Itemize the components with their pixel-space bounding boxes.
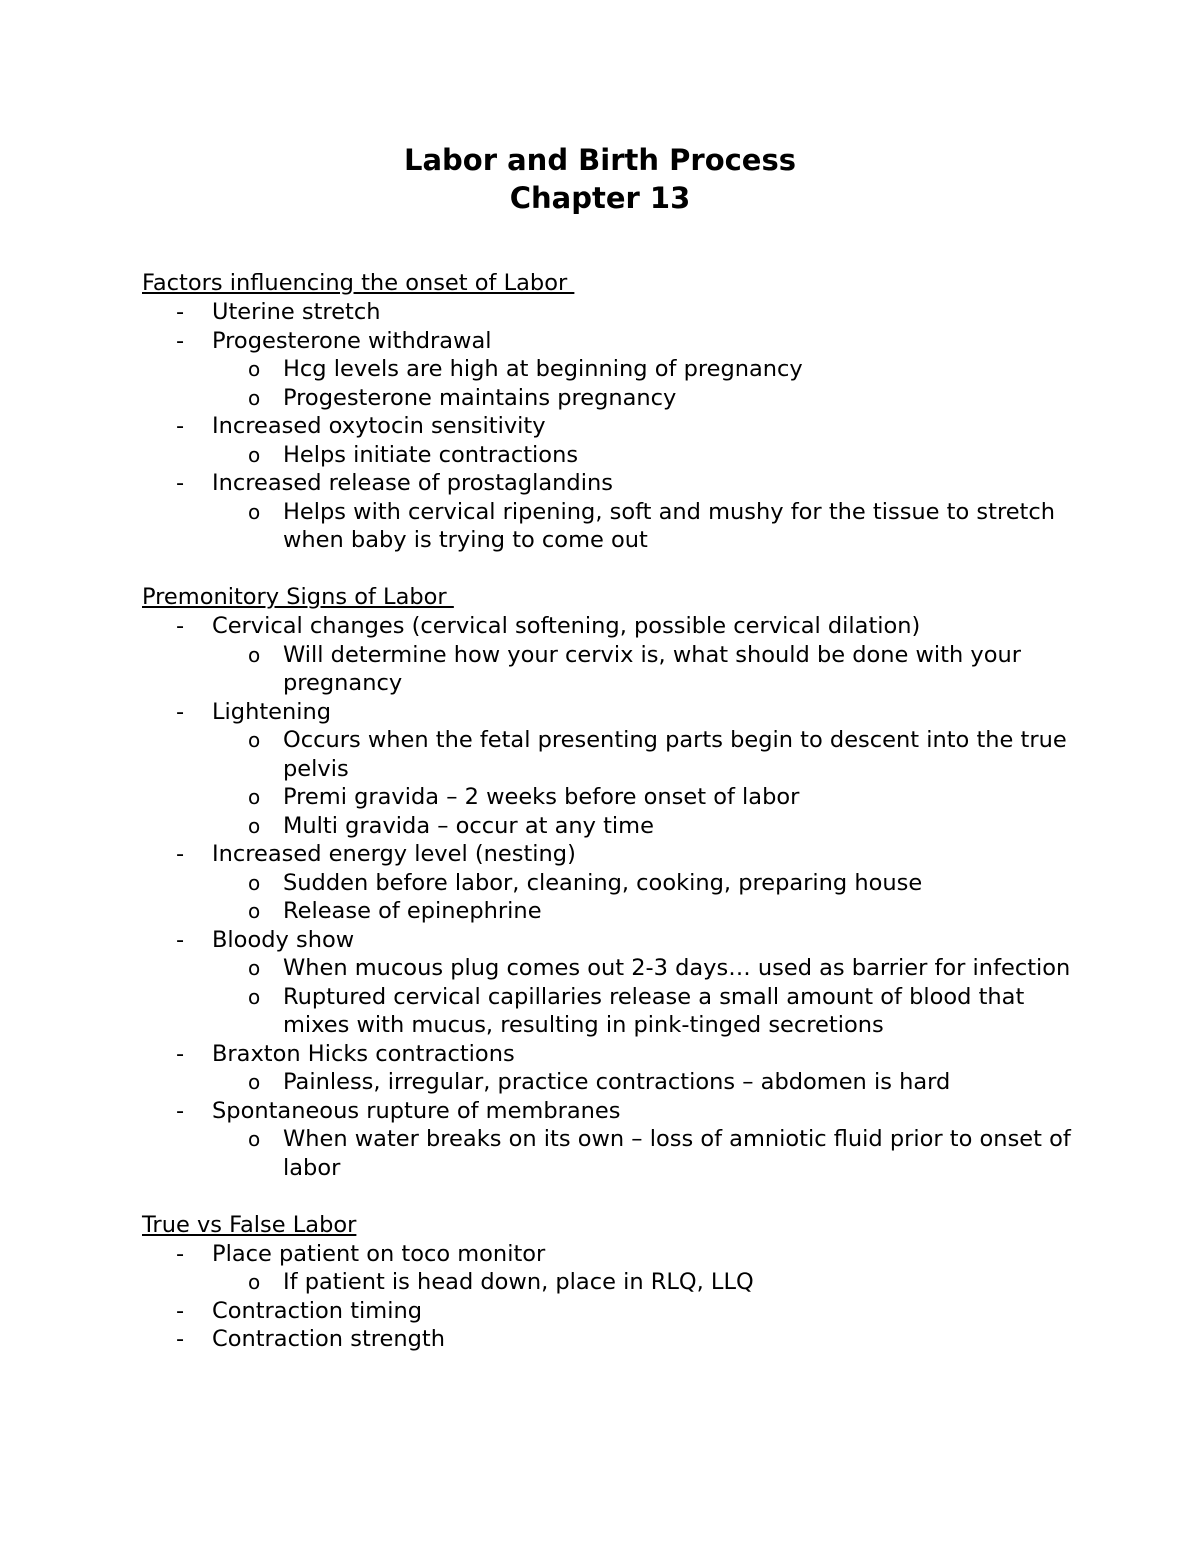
- list-item: [142, 612, 1082, 641]
- dash-bullet-icon: -: [176, 327, 185, 354]
- section-heading: Premonitory Signs of Labor: [142, 584, 454, 610]
- section-heading: Factors influencing the onset of Labor: [142, 270, 575, 296]
- dash-bullet-icon: -: [176, 1240, 185, 1267]
- list-item-text: Braxton Hicks contractions: [212, 1040, 515, 1067]
- list-item: [142, 412, 1082, 441]
- section: [142, 269, 1082, 555]
- sub-list-item: [142, 1268, 1082, 1297]
- circle-bullet-icon: o: [248, 1270, 261, 1294]
- circle-bullet-icon: o: [248, 728, 261, 752]
- list-item: [142, 1097, 1082, 1126]
- section-heading: True vs False Labor: [142, 1211, 357, 1238]
- sub-list-item-text: When water breaks on its own – loss of amniotic fluid prior to onset of labor: [283, 1126, 1071, 1181]
- dash-bullet-icon: -: [176, 926, 185, 953]
- list-item-text: Contraction strength: [212, 1326, 445, 1352]
- list-item-text: Increased oxytocin sensitivity: [212, 413, 546, 439]
- list-item: [142, 298, 1082, 327]
- dash-bullet-icon: -: [176, 1297, 185, 1324]
- title-block: [0, 141, 1200, 217]
- list-item-text: Contraction timing: [212, 1297, 423, 1324]
- circle-bullet-icon: o: [248, 870, 261, 895]
- sub-list-item: [142, 1125, 1082, 1182]
- sub-list-item-text: Multi gravida – occur at any time: [283, 812, 654, 839]
- circle-bullet-icon: o: [248, 984, 261, 1009]
- list-item: [142, 840, 1082, 869]
- page-title: Labor and Birth Process: [403, 143, 796, 177]
- section: [142, 1211, 1082, 1354]
- list-item: [142, 1040, 1082, 1069]
- sub-list-item-text: If patient is head down, place in RLQ, LLQ: [283, 1269, 754, 1295]
- dash-bullet-icon: -: [176, 470, 185, 496]
- sub-list-item-text: Will determine how your cervix is, what should be done with your pregnancy: [283, 641, 1022, 696]
- bullet-list: [142, 1240, 1082, 1354]
- sub-list-item-text: Occurs when the fetal presenting parts begin to descent into the true pelvis: [283, 727, 1067, 782]
- list-item: [142, 1240, 1082, 1269]
- sub-list-item: [142, 1068, 1082, 1097]
- sub-list-item: [142, 983, 1082, 1040]
- sub-list-item-text: When mucous plug comes out 2-3 days… used as barrier for infection: [283, 955, 1071, 981]
- circle-bullet-icon: o: [248, 442, 261, 467]
- list-item: [142, 926, 1082, 955]
- sub-list-item: [142, 441, 1082, 470]
- bullet-list: [142, 298, 1082, 555]
- sub-list-item-text: Hcg levels are high at beginning of pregnancy: [283, 356, 803, 382]
- list-item-text: Lightening: [212, 698, 332, 725]
- section: [142, 583, 1082, 1182]
- sub-list-item: [142, 641, 1082, 698]
- dash-bullet-icon: -: [176, 613, 185, 639]
- circle-bullet-icon: o: [248, 1070, 261, 1094]
- circle-bullet-icon: o: [248, 899, 261, 923]
- dash-bullet-icon: -: [176, 413, 185, 439]
- dash-bullet-icon: -: [176, 299, 185, 325]
- sub-list-item: [142, 783, 1082, 812]
- list-item: [142, 1325, 1082, 1354]
- circle-bullet-icon: o: [248, 357, 261, 381]
- list-item-text: Progesterone withdrawal: [212, 327, 492, 354]
- dash-bullet-icon: -: [176, 1326, 185, 1352]
- list-item: [142, 698, 1082, 727]
- sub-list-item-text: Progesterone maintains pregnancy: [283, 384, 677, 411]
- circle-bullet-icon: o: [248, 813, 261, 838]
- list-item-text: Increased release of prostaglandins: [212, 470, 613, 496]
- circle-bullet-icon: o: [248, 1127, 261, 1151]
- sub-list-item: [142, 812, 1082, 841]
- sub-list-item-text: Ruptured cervical capillaries release a small amount of blood that mixes with mucus, resulting in pink-tinged secretions: [283, 983, 1025, 1038]
- sub-list-item: [142, 726, 1082, 783]
- list-item: [142, 1297, 1082, 1326]
- circle-bullet-icon: o: [248, 499, 261, 524]
- sub-list-item: [142, 954, 1082, 983]
- circle-bullet-icon: o: [248, 385, 261, 410]
- circle-bullet-icon: o: [248, 785, 261, 809]
- sub-list-item: [142, 869, 1082, 898]
- dash-bullet-icon: -: [176, 1040, 185, 1067]
- sub-list-item-text: Premi gravida – 2 weeks before onset of labor: [283, 784, 800, 810]
- page-subtitle: Chapter 13: [509, 181, 691, 215]
- list-item: [142, 327, 1082, 356]
- list-item-text: Uterine stretch: [212, 299, 381, 325]
- list-item-text: Spontaneous rupture of membranes: [212, 1097, 621, 1124]
- sub-list-item: [142, 384, 1082, 413]
- list-item: [142, 469, 1082, 498]
- dash-bullet-icon: -: [176, 698, 185, 725]
- list-item-text: Place patient on toco monitor: [212, 1240, 546, 1267]
- dash-bullet-icon: -: [176, 1097, 185, 1124]
- document-body: [142, 269, 1082, 1354]
- sub-list-item: [142, 897, 1082, 926]
- circle-bullet-icon: o: [248, 642, 261, 667]
- list-item-text: Bloody show: [212, 926, 355, 953]
- list-item-text: Cervical changes (cervical softening, possible cervical dilation): [212, 613, 921, 639]
- sub-list-item-text: Helps with cervical ripening, soft and mushy for the tissue to stretch when baby is trying to come out: [283, 498, 1056, 553]
- sub-list-item-text: Release of epinephrine: [283, 898, 542, 924]
- sub-list-item: [142, 498, 1082, 555]
- circle-bullet-icon: o: [248, 956, 261, 980]
- sub-list-item-text: Helps initiate contractions: [283, 441, 579, 468]
- sub-list-item: [142, 355, 1082, 384]
- sub-list-item-text: Sudden before labor, cleaning, cooking, preparing house: [283, 869, 923, 896]
- sub-list-item-text: Painless, irregular, practice contractions – abdomen is hard: [283, 1069, 951, 1095]
- bullet-list: [142, 612, 1082, 1182]
- dash-bullet-icon: -: [176, 841, 185, 867]
- list-item-text: Increased energy level (nesting): [212, 841, 576, 867]
